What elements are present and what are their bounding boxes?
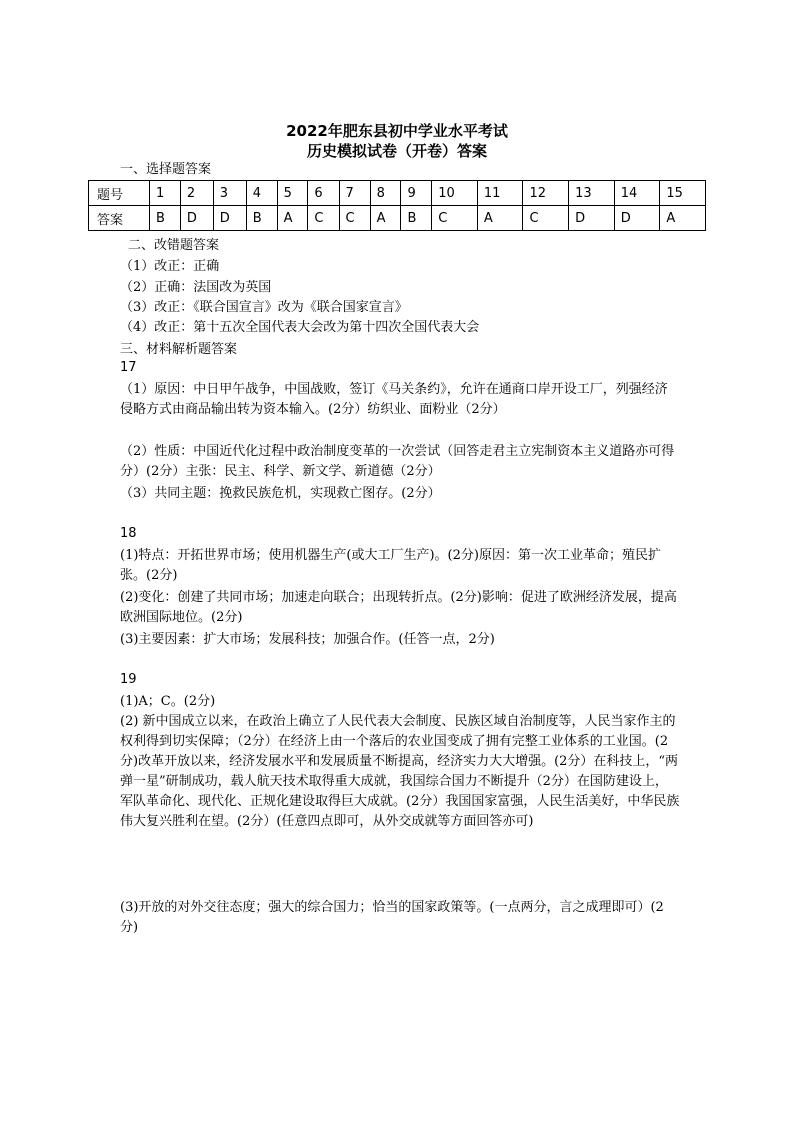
table-cell: C bbox=[432, 206, 478, 231]
q17-answer-1: （1）原因：中日甲午战争，中国战败，签订《马关条约》，允许在通商口岸开设工厂，列强经济侵略方式由商品输出转为资本输入。(2分）纺织业、面粉业（2分） bbox=[120, 382, 668, 417]
table-cell: B bbox=[150, 206, 181, 231]
table-cell: C bbox=[308, 206, 339, 231]
table-cell: 9 bbox=[401, 181, 432, 206]
table-cell: 15 bbox=[660, 181, 706, 206]
table-cell: 2 bbox=[180, 181, 213, 206]
table-row bbox=[89, 206, 706, 231]
q18-answer-3: (3)主要因素：扩大市场；发展科技；加强合作。(任答一点，2分) bbox=[120, 632, 495, 647]
table-cell: 13 bbox=[569, 181, 615, 206]
table-cell: 14 bbox=[614, 181, 660, 206]
table-cell: C bbox=[339, 206, 370, 231]
q17-answer-3: （3）共同主题：挽救民族危机，实现救亡图存。(2分） bbox=[120, 486, 441, 501]
table-cell: C bbox=[523, 206, 569, 231]
q18-answer-1: (1)特点：开拓世界市场；使用机器生产(或大工厂生产)。(2分)原因：第一次工业革命；殖民扩张。(2分) bbox=[120, 548, 661, 583]
table-cell: B bbox=[246, 206, 277, 231]
table-cell: A bbox=[370, 206, 401, 231]
q19-answer-2: (2) 新中国成立以来，在政治上确立了人民代表大会制度、民族区域自治制度等，人民当家作主的权利得到切实保障；（2分）在经济上由一个落后的农业国变成了拥有完整工业体系的工业国。(2分)改革开放以来，经济发展水平和发展质量不断提高，经济实力大大增强。(2分）在科技上，“两弹一星”研制成功，载人航天技术取得重大成就，我国综合国力不断提升（2分）在国防建设上，军队革命化、现代化、正规化建设取得巨大成就。(2分）我国国家富强，人民生活美好，中华民族伟大复兴胜利在望。(2分）(任意四点即可，从外交成就等方面回答亦可) bbox=[120, 714, 680, 829]
list-item: （4）改正：第十五次全国代表大会改为第十四次全国代表大会 bbox=[120, 320, 480, 335]
table-cell: A bbox=[477, 206, 523, 231]
answer-table bbox=[88, 180, 706, 231]
table-cell: 1 bbox=[150, 181, 181, 206]
row-label-answer: 答案 bbox=[89, 206, 150, 231]
q17-answer-2: （2）性质：中国近代化过程中政治制度变革的一次尝试（回答走君主立宪制资本主义道路亦可得分）(2分）主张：民主、科学、新文学、新道德（2分） bbox=[120, 444, 675, 479]
q18-answer-2: (2)变化：创建了共同市场；加速走向联合；出现转折点。(2分)影响：促进了欧洲经济发展，提高欧洲国际地位。(2分) bbox=[120, 590, 677, 625]
table-cell: 12 bbox=[523, 181, 569, 206]
table-cell: A bbox=[660, 206, 706, 231]
table-cell: 11 bbox=[477, 181, 523, 206]
table-cell: 10 bbox=[432, 181, 478, 206]
table-cell: D bbox=[213, 206, 246, 231]
list-item: （2）正确：法国改为英国 bbox=[120, 280, 272, 295]
table-cell: A bbox=[277, 206, 308, 231]
question-19-number: 19 bbox=[120, 672, 137, 687]
table-cell: B bbox=[401, 206, 432, 231]
section-correction-heading: 二、改错题答案 bbox=[128, 238, 220, 253]
table-cell: D bbox=[569, 206, 615, 231]
table-row bbox=[89, 181, 706, 206]
table-cell: 5 bbox=[277, 181, 308, 206]
table-cell: 3 bbox=[213, 181, 246, 206]
section-material-heading: 三、材料解析题答案 bbox=[120, 342, 238, 357]
row-label-number: 题号 bbox=[89, 181, 150, 206]
list-item: （1）改正：正确 bbox=[120, 259, 220, 274]
list-item: （3）改正：《联合国宣言》改为《联合国家宣言》 bbox=[120, 300, 408, 315]
table-cell: 6 bbox=[308, 181, 339, 206]
section-choice-heading: 一、选择题答案 bbox=[120, 162, 212, 177]
table-cell: 8 bbox=[370, 181, 401, 206]
question-17-number: 17 bbox=[120, 360, 137, 375]
question-18-number: 18 bbox=[120, 526, 137, 541]
exam-subtitle: 历史模拟试卷（开卷）答案 bbox=[306, 142, 487, 160]
table-cell: D bbox=[614, 206, 660, 231]
q19-answer-3: (3)开放的对外交往态度；强大的综合国力；恰当的国家政策等。(一点两分，言之成理即可）(2分) bbox=[120, 900, 664, 935]
exam-title: 2022年肥东县初中学业水平考试 bbox=[286, 122, 508, 140]
table-cell: 7 bbox=[339, 181, 370, 206]
table-cell: D bbox=[180, 206, 213, 231]
q19-answer-1: (1)A；C。(2分) bbox=[120, 694, 216, 709]
table-cell: 4 bbox=[246, 181, 277, 206]
